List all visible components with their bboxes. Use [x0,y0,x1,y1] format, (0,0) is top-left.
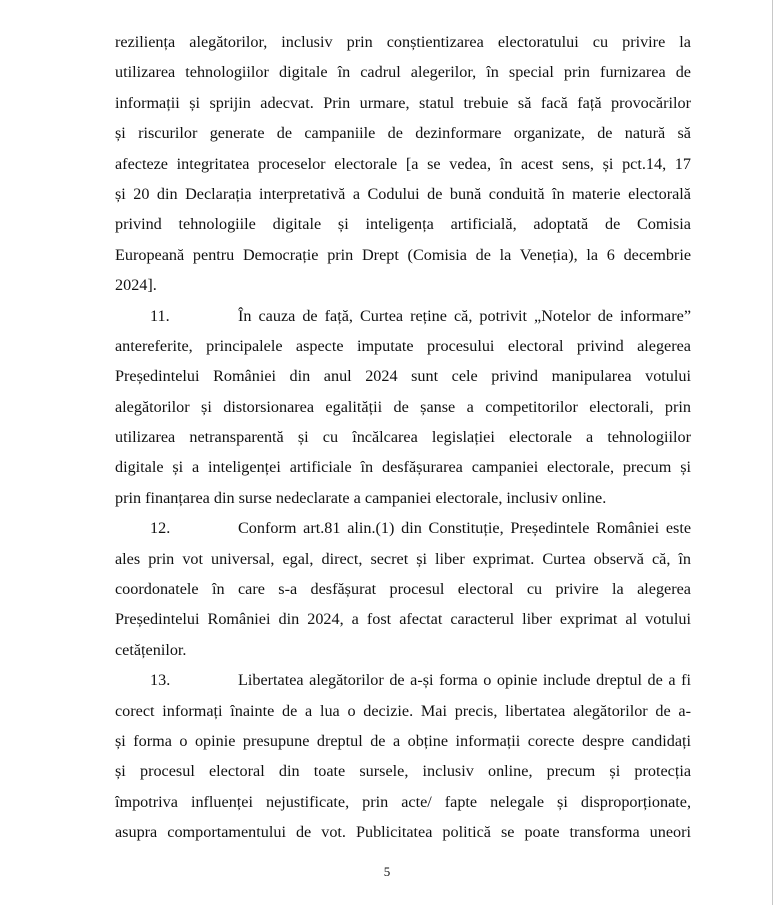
text-line: reziliența alegătorilor, inclusiv prin conștientizarea electoratului cu privire la [115,33,691,51]
text-line: informații și sprijin adecvat. Prin urmare, statul trebuie să facă față provocărilor [115,93,691,112]
paragraph-13-first-line [115,665,691,695]
text-line: utilizarea tehnologiilor digitale în cadrul alegerilor, în special prin furnizarea de [115,63,691,82]
page-edge [772,0,773,905]
text-line: prin finanțarea din surse nedeclarate a campaniei electorale, inclusiv online. [115,488,607,507]
text-line: Președintelui României din anul 2024 sunt cele privind manipularea votului [115,367,691,386]
paragraph-11-first-line [115,301,691,331]
text-segment: Conform art.81 alin.(1) din Constituție, Președintele României este [238,519,691,538]
text-line: afecteze integritatea proceselor electorale [a se vedea, în acest sens, și pct.14, 17 [115,154,691,173]
document-body [115,27,691,848]
text-line: coordonatele în care s-a desfășurat procesul electoral cu privire la alegerea [115,580,691,599]
paragraph-12-first-line [115,513,691,543]
text-line: utilizarea netransparentă și cu încălcarea legislației electorale a tehnologiilor [115,428,691,447]
text-line: și procesul electoral din toate sursele, inclusiv online, precum și protecția [115,762,691,781]
text-line: împotriva influenței nejustificate, prin acte/ fapte nelegale și disproporționate, [115,792,691,811]
text-line: alegătorilor și distorsionarea egalității de șanse a competitorilor electorali, prin [115,397,691,416]
paragraph-number: 13. [150,671,171,690]
text-line: cetățenilor. [115,640,187,659]
paragraph-number: 11. [150,306,170,325]
text-line: și riscurilor generate de campaniile de dezinformare organizate, de natură să [115,124,691,143]
text-segment: În cauza de față, Curtea reține că, potrivit „Notelor de informare” [238,306,691,325]
text-line: și forma o opinie presupune dreptul de a obține informații corecte despre candidați [115,731,691,750]
text-line: asupra comportamentului de vot. Publicitatea politică se poate transforma uneori [115,823,691,842]
text-line: antereferite, principalele aspecte imputate procesului electoral privind alegerea [115,336,691,355]
text-segment: Libertatea alegătorilor de a-și forma o opinie include dreptul de a fi [238,671,691,690]
text-line: Europeană pentru Democrație prin Drept (Comisia de la Veneția), la 6 decembrie [115,245,691,264]
text-line: digitale și a inteligenței artificiale în desfășurarea campaniei electorale, precum și [115,458,691,477]
text-line: ales prin vot universal, egal, direct, secret și liber exprimat. Curtea observă că, în [115,549,691,568]
text-line: 2024]. [115,276,157,295]
text-line: Președintelui României din 2024, a fost afectat caracterul liber exprimat al votului [115,610,691,629]
text-line: și 20 din Declarația interpretativă a Codului de bună conduită în materie electorală [115,184,691,203]
text-line: privind tehnologiile digitale și inteligența artificială, adoptată de Comisia [115,215,691,234]
text-line: corect informați înainte de a lua o decizie. Mai precis, libertatea alegătorilor de a- [115,701,691,720]
page-number: 5 [383,864,391,879]
paragraph-number: 12. [150,519,171,538]
